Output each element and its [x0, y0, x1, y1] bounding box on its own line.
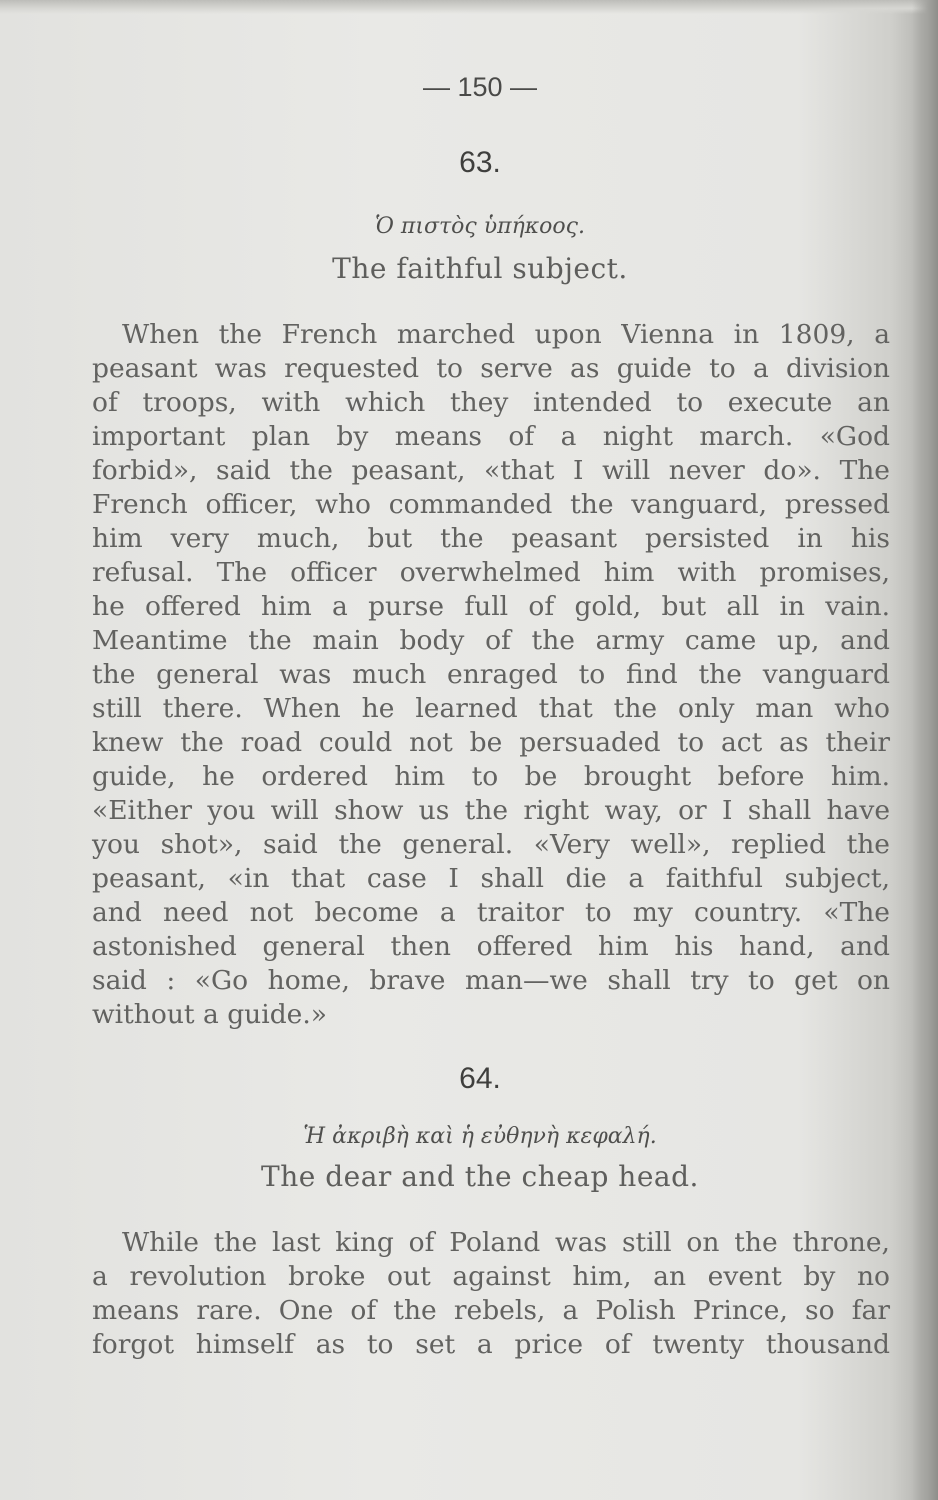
text-line: French officer, who commanded the vanguard, pressed — [92, 489, 890, 520]
story-number-63: 63. — [459, 146, 501, 179]
text-line: important plan by means of a night march. «God — [92, 421, 890, 452]
text-line: forgot himself as to set a price of twenty thousand — [92, 1329, 890, 1360]
text-line: refusal. The officer overwhelmed him with promises, — [92, 557, 890, 588]
text-line: means rare. One of the rebels, a Polish Prince, so far — [92, 1295, 890, 1326]
text-line: and need not become a traitor to my country. «The — [92, 897, 890, 928]
story-greek-title-63: Ὁ πιστὸς ὑπήκοος. — [375, 214, 585, 239]
story-number-64: 64. — [459, 1062, 501, 1095]
text-line: you shot», said the general. «Very well», replied the — [92, 829, 890, 860]
story-english-title-63: The faithful subject. — [332, 252, 628, 285]
story-body-63 — [92, 318, 890, 1032]
text-line: him very much, but the peasant persisted in his — [92, 523, 890, 554]
text-line: astonished general then offered him his hand, and — [92, 931, 890, 962]
text-line: While the last king of Poland was still on the throne, — [122, 1227, 890, 1258]
page-top-shadow — [0, 0, 938, 14]
text-line: peasant, «in that case I shall die a faithful subject, — [92, 863, 890, 894]
text-line: When the French marched upon Vienna in 1809, a — [122, 319, 890, 350]
text-line: he offered him a purse full of gold, but all in vain. — [92, 591, 890, 622]
text-line: a revolution broke out against him, an event by no — [92, 1261, 890, 1292]
text-line: Meantime the main body of the army came up, and — [92, 625, 890, 656]
story-body-64 — [92, 1226, 890, 1362]
text-line: without a guide.» — [92, 999, 327, 1030]
text-line: the general was much enraged to find the vanguard — [92, 659, 890, 690]
story-greek-title-64: Ἡ ἀκριβὴ καὶ ἡ εὐθηνὴ κεφαλή. — [303, 1124, 657, 1149]
text-line: still there. When he learned that the only man who — [92, 693, 890, 724]
text-line: peasant was requested to serve as guide to a division — [92, 353, 890, 384]
text-line: said : «Go home, brave man—we shall try to get on — [92, 965, 890, 996]
story-english-title-64: The dear and the cheap head. — [261, 1160, 699, 1193]
text-line: guide, he ordered him to be brought before him. — [92, 761, 890, 792]
page-number: — 150 — — [422, 72, 538, 102]
text-line: «Either you will show us the right way, or I shall have — [92, 795, 890, 826]
text-line: of troops, with which they intended to execute an — [92, 387, 890, 418]
text-line: forbid», said the peasant, «that I will never do». The — [92, 455, 890, 486]
text-line: knew the road could not be persuaded to act as their — [92, 727, 890, 758]
